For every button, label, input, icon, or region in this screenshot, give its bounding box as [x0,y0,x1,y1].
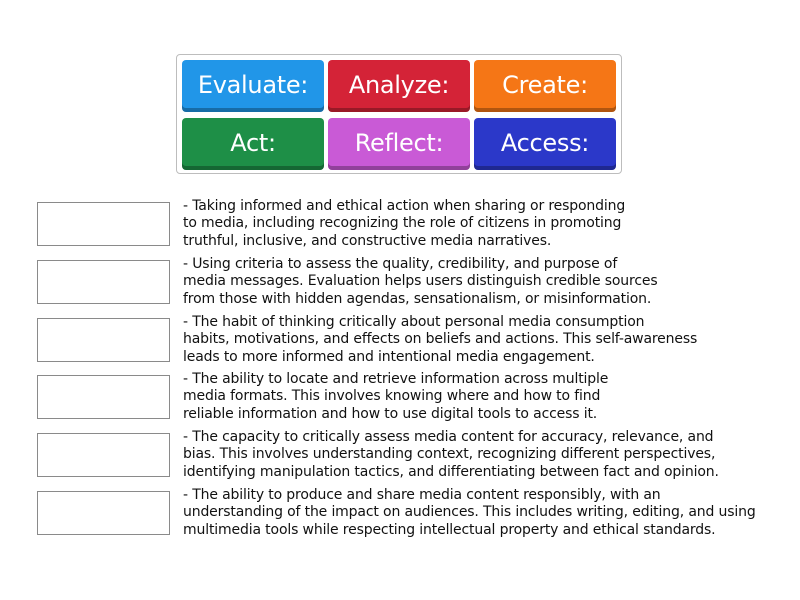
definition-line: habits, motivations, and effects on beliefs and actions. This self-awareness [183,331,698,348]
drop-target-4[interactable] [37,375,170,419]
definition-text-1 [183,198,783,250]
tile-label: Create: [502,70,588,99]
tile-label: Reflect: [354,128,444,157]
tile-create[interactable] [474,60,616,112]
definition-line: media messages. Evaluation helps users distinguish credible sources [183,273,658,290]
tile-reflect[interactable] [328,118,470,170]
definition-line: - Using criteria to assess the quality, credibility, and purpose of [183,256,618,272]
definition-line: - Taking informed and ethical action when sharing or responding [183,198,626,214]
definition-line: reliable information and how to use digital tools to access it. [183,405,598,422]
definition-line: leads to more informed and intentional media engagement. [183,348,595,365]
definition-line: bias. This involves understanding context, recognizing different perspectives, [183,446,716,463]
definition-line: - The ability to locate and retrieve information across multiple [183,371,609,387]
answer-tile-bank [176,54,622,174]
definition-text-4 [183,371,783,423]
tile-analyze[interactable] [328,60,470,112]
definition-line: from those with hidden agendas, sensationalism, or misinformation. [183,290,652,307]
drop-target-3[interactable] [37,318,170,362]
drop-target-2[interactable] [37,260,170,304]
drop-target-1[interactable] [37,202,170,246]
definition-line: understanding of the impact on audiences. This includes writing, editing, and using [183,504,756,521]
definition-text-5 [183,429,783,481]
tile-act[interactable] [182,118,324,170]
tile-access[interactable] [474,118,616,170]
definition-line: - The habit of thinking critically about personal media consumption [183,314,645,330]
definition-line: media formats. This involves knowing where and how to find [183,388,601,405]
definition-line: - The capacity to critically assess media content for accuracy, relevance, and [183,429,714,445]
drop-target-5[interactable] [37,433,170,477]
definition-line: - The ability to produce and share media content responsibly, with an [183,487,661,503]
definition-line: multimedia tools while respecting intellectual property and ethical standards. [183,521,716,538]
tile-evaluate[interactable] [182,60,324,112]
tile-label: Evaluate: [197,70,309,99]
tile-label: Act: [230,128,276,157]
definition-line: truthful, inclusive, and constructive media narratives. [183,232,552,249]
drop-target-6[interactable] [37,491,170,535]
definition-text-6 [183,487,783,539]
definition-line: identifying manipulation tactics, and differentiating between fact and opinion. [183,463,719,480]
definition-text-2 [183,256,783,308]
tile-label: Access: [500,128,590,157]
definition-line: to media, including recognizing the role of citizens in promoting [183,215,622,232]
tile-label: Analyze: [348,70,450,99]
definition-text-3 [183,314,783,366]
